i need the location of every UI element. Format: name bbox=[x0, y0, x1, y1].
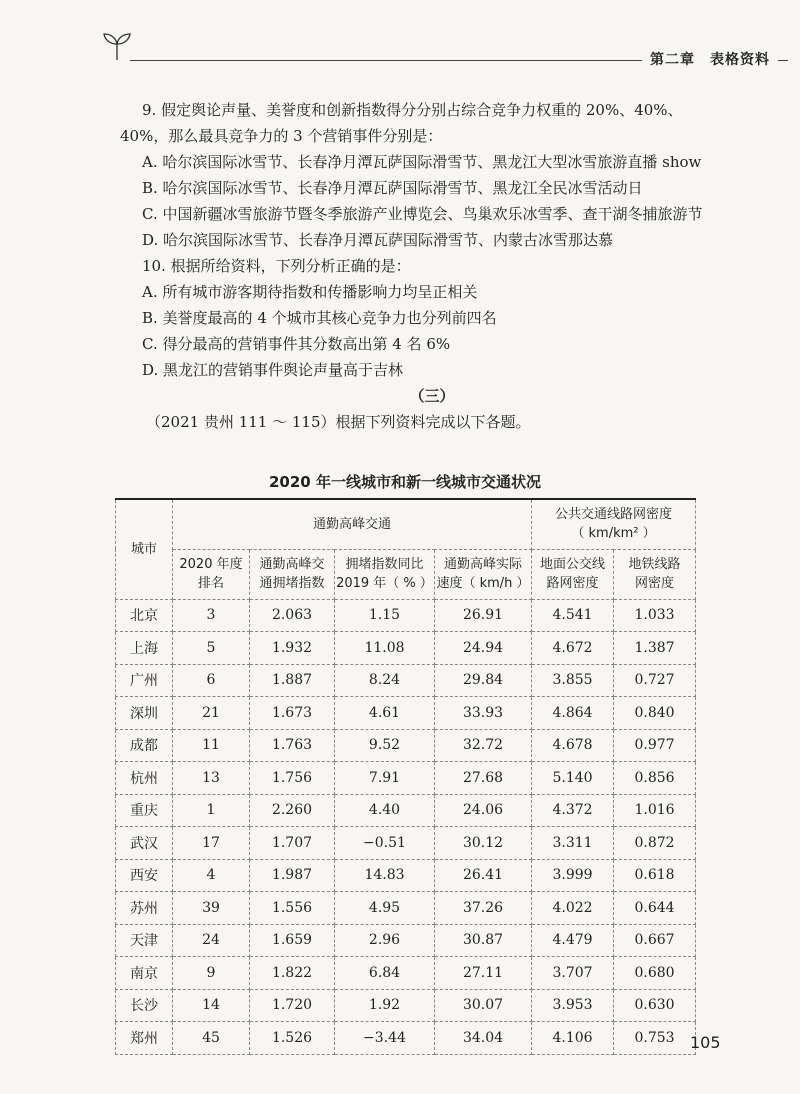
table-cell: 11.08 bbox=[335, 632, 435, 665]
table-cell: 24.94 bbox=[435, 632, 532, 665]
table-cell: 33.93 bbox=[435, 697, 532, 730]
table-cell-city: 成都 bbox=[116, 729, 173, 762]
table-cell: 1.763 bbox=[250, 729, 335, 762]
table-cell: 5 bbox=[173, 632, 250, 665]
table-cell: 1.659 bbox=[250, 924, 335, 957]
table-cell: −0.51 bbox=[335, 827, 435, 860]
table-cell-city: 郑州 bbox=[116, 1022, 173, 1055]
table-cell: 27.11 bbox=[435, 957, 532, 990]
table-cell: 1.987 bbox=[250, 859, 335, 892]
table-row bbox=[116, 664, 696, 697]
table-cell: 4.678 bbox=[532, 729, 614, 762]
table-cell: 0.753 bbox=[614, 1022, 696, 1055]
table-cell: 0.618 bbox=[614, 859, 696, 892]
table-cell: 0.630 bbox=[614, 989, 696, 1022]
table-title: 2020 年一线城市和新一线城市交通状况 bbox=[269, 473, 541, 491]
table-cell: 1.387 bbox=[614, 632, 696, 665]
table-cell: 39 bbox=[173, 892, 250, 925]
header-col-congestion: 通勤高峰交 通拥堵指数 bbox=[250, 549, 335, 599]
table-cell: 4.40 bbox=[335, 794, 435, 827]
table-cell: 0.680 bbox=[614, 957, 696, 990]
question-10-option-b: B. 美誉度最高的 4 个城市其核心竞争力也分列前四名 bbox=[142, 309, 497, 327]
question-9-stem-cont: 40%，那么最具竞争力的 3 个营销事件分别是： bbox=[120, 127, 443, 145]
table-cell: 0.872 bbox=[614, 827, 696, 860]
table-cell: 0.856 bbox=[614, 762, 696, 795]
table-cell: 1.673 bbox=[250, 697, 335, 730]
table-cell: 0.667 bbox=[614, 924, 696, 957]
header-col-yoy: 拥堵指数同比 2019 年（ % ） bbox=[335, 549, 435, 599]
table-cell: 34.04 bbox=[435, 1022, 532, 1055]
table-cell: 24.06 bbox=[435, 794, 532, 827]
table-cell: 8.24 bbox=[335, 664, 435, 697]
table-cell: 1.822 bbox=[250, 957, 335, 990]
table-cell: 14 bbox=[173, 989, 250, 1022]
question-10-option-a: A. 所有城市游客期待指数和传播影响力均呈正相关 bbox=[142, 283, 478, 301]
table-cell-city: 天津 bbox=[116, 924, 173, 957]
question-10-option-c: C. 得分最高的营销事件其分数高出第 4 名 6% bbox=[142, 335, 451, 353]
table-cell-city: 深圳 bbox=[116, 697, 173, 730]
question-9-option-b: B. 哈尔滨国际冰雪节、长春净月潭瓦萨国际滑雪节、黑龙江全民冰雪活动日 bbox=[142, 179, 643, 197]
header-city: 城市 bbox=[116, 499, 173, 599]
table-cell: 1.887 bbox=[250, 664, 335, 697]
table-cell: 3.999 bbox=[532, 859, 614, 892]
table-cell: 1.15 bbox=[335, 599, 435, 632]
header-group-density bbox=[532, 499, 696, 549]
table-cell-city: 北京 bbox=[116, 599, 173, 632]
table-cell: 13 bbox=[173, 762, 250, 795]
table-row bbox=[116, 989, 696, 1022]
table-cell: 37.26 bbox=[435, 892, 532, 925]
table-row bbox=[116, 892, 696, 925]
table-cell: 6.84 bbox=[335, 957, 435, 990]
table-row bbox=[116, 1022, 696, 1055]
table-cell: 4.479 bbox=[532, 924, 614, 957]
table-row bbox=[116, 924, 696, 957]
table-cell: 24 bbox=[173, 924, 250, 957]
table-cell: 4.61 bbox=[335, 697, 435, 730]
chapter-title: 第二章 表格资料 bbox=[642, 49, 778, 69]
table-row bbox=[116, 957, 696, 990]
section-source: （2021 贵州 111 ～ 115）根据下列资料完成以下各题。 bbox=[146, 413, 531, 431]
table-cell: 1.92 bbox=[335, 989, 435, 1022]
table-cell-city: 苏州 bbox=[116, 892, 173, 925]
header-group-commute: 通勤高峰交通 bbox=[173, 499, 532, 549]
table-row bbox=[116, 762, 696, 795]
table-cell-city: 西安 bbox=[116, 859, 173, 892]
table-cell: 2.96 bbox=[335, 924, 435, 957]
table-cell: 9.52 bbox=[335, 729, 435, 762]
leaf-icon bbox=[100, 30, 134, 64]
header-rule bbox=[130, 60, 645, 61]
table-cell: 1.932 bbox=[250, 632, 335, 665]
table-cell: 27.68 bbox=[435, 762, 532, 795]
table-cell-city: 广州 bbox=[116, 664, 173, 697]
table-cell: 1 bbox=[173, 794, 250, 827]
table-cell: 1.707 bbox=[250, 827, 335, 860]
table-cell: 0.644 bbox=[614, 892, 696, 925]
question-9-option-a: A. 哈尔滨国际冰雪节、长春净月潭瓦萨国际滑雪节、黑龙江大型冰雪旅游直播 show bbox=[142, 153, 702, 171]
table-cell-city: 上海 bbox=[116, 632, 173, 665]
table-cell-city: 南京 bbox=[116, 957, 173, 990]
header-group-density-unit: （ km/km² ） bbox=[571, 526, 656, 542]
header-col-metro-density: 地铁线路 网密度 bbox=[614, 549, 696, 599]
table-cell: 26.41 bbox=[435, 859, 532, 892]
table-cell: 17 bbox=[173, 827, 250, 860]
table-cell-city: 长沙 bbox=[116, 989, 173, 1022]
table-cell: 3.855 bbox=[532, 664, 614, 697]
table-cell: 5.140 bbox=[532, 762, 614, 795]
table-cell: 4.022 bbox=[532, 892, 614, 925]
table-cell: 14.83 bbox=[335, 859, 435, 892]
page-number: 105 bbox=[690, 1033, 721, 1052]
table-cell: 1.556 bbox=[250, 892, 335, 925]
table-cell: 3.707 bbox=[532, 957, 614, 990]
table-row bbox=[116, 859, 696, 892]
table-cell: 0.727 bbox=[614, 664, 696, 697]
table-cell: 1.016 bbox=[614, 794, 696, 827]
table-cell: 30.07 bbox=[435, 989, 532, 1022]
table-cell: 1.526 bbox=[250, 1022, 335, 1055]
table-cell: 11 bbox=[173, 729, 250, 762]
table-cell: 45 bbox=[173, 1022, 250, 1055]
page-header bbox=[100, 30, 788, 70]
table-cell: −3.44 bbox=[335, 1022, 435, 1055]
table-cell-city: 杭州 bbox=[116, 762, 173, 795]
table-body bbox=[116, 599, 696, 1054]
table-cell: 7.91 bbox=[335, 762, 435, 795]
question-9-option-c: C. 中国新疆冰雪旅游节暨冬季旅游产业博览会、鸟巢欢乐冰雪季、查干湖冬捕旅游节 bbox=[142, 205, 703, 223]
section-title: （三） bbox=[409, 387, 455, 405]
table-cell: 1.720 bbox=[250, 989, 335, 1022]
header-group-density-line1: 公共交通线路网密度 bbox=[555, 507, 673, 523]
table-cell: 4.106 bbox=[532, 1022, 614, 1055]
table-cell: 2.063 bbox=[250, 599, 335, 632]
table-cell: 29.84 bbox=[435, 664, 532, 697]
question-content bbox=[120, 97, 720, 435]
header-col-rank: 2020 年度 排名 bbox=[173, 549, 250, 599]
table-row bbox=[116, 729, 696, 762]
table-cell: 4.864 bbox=[532, 697, 614, 730]
table-row bbox=[116, 697, 696, 730]
table-cell: 30.12 bbox=[435, 827, 532, 860]
table-cell: 0.977 bbox=[614, 729, 696, 762]
table-cell: 4.541 bbox=[532, 599, 614, 632]
table-cell: 4 bbox=[173, 859, 250, 892]
table-cell-city: 武汉 bbox=[116, 827, 173, 860]
table-row bbox=[116, 599, 696, 632]
table-cell: 4.95 bbox=[335, 892, 435, 925]
question-9-stem: 9. 假定舆论声量、美誉度和创新指数得分分别占综合竞争力权重的 20%、40%、 bbox=[142, 101, 683, 119]
table-cell: 4.372 bbox=[532, 794, 614, 827]
table-cell: 26.91 bbox=[435, 599, 532, 632]
table-row bbox=[116, 827, 696, 860]
table-cell: 3 bbox=[173, 599, 250, 632]
table-row bbox=[116, 632, 696, 665]
table-cell: 6 bbox=[173, 664, 250, 697]
question-10-option-d: D. 黑龙江的营销事件舆论声量高于吉林 bbox=[142, 361, 404, 379]
table-cell: 9 bbox=[173, 957, 250, 990]
traffic-table bbox=[115, 498, 696, 1055]
table-cell: 32.72 bbox=[435, 729, 532, 762]
table-cell: 21 bbox=[173, 697, 250, 730]
header-col-bus-density: 地面公交线 路网密度 bbox=[532, 549, 614, 599]
table-cell: 4.672 bbox=[532, 632, 614, 665]
table-row bbox=[116, 794, 696, 827]
table-cell: 1.033 bbox=[614, 599, 696, 632]
table-cell: 30.87 bbox=[435, 924, 532, 957]
question-9-option-d: D. 哈尔滨国际冰雪节、长春净月潭瓦萨国际滑雪节、内蒙古冰雪那达慕 bbox=[142, 231, 614, 249]
table-cell: 1.756 bbox=[250, 762, 335, 795]
table-cell: 3.953 bbox=[532, 989, 614, 1022]
table-cell: 2.260 bbox=[250, 794, 335, 827]
question-10-stem: 10. 根据所给资料，下列分析正确的是： bbox=[142, 257, 411, 275]
table-cell-city: 重庆 bbox=[116, 794, 173, 827]
header-col-speed: 通勤高峰实际 速度（ km/h ） bbox=[435, 549, 532, 599]
table-cell: 3.311 bbox=[532, 827, 614, 860]
table-cell: 0.840 bbox=[614, 697, 696, 730]
